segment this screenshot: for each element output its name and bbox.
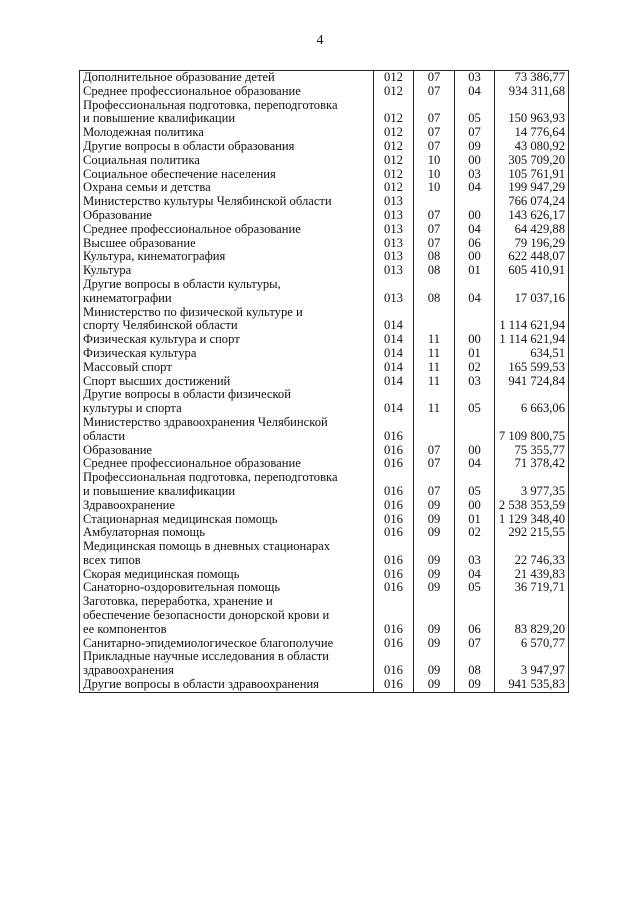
table-row xyxy=(80,168,569,182)
amount-cell: 71 378,42 xyxy=(495,457,569,471)
table-row xyxy=(80,678,569,692)
row-name-cell xyxy=(80,526,374,540)
ministry-code-cell: 016 xyxy=(374,650,414,678)
row-name-cell xyxy=(80,278,374,306)
row-name-cell xyxy=(80,637,374,651)
row-name-cell xyxy=(80,306,374,334)
section-code-cell: 09 xyxy=(414,540,455,568)
ministry-code-cell: 016 xyxy=(374,444,414,458)
row-name-line: Молодежная политика xyxy=(83,126,204,140)
row-name-cell xyxy=(80,168,374,182)
amount-cell: 105 761,91 xyxy=(495,168,569,182)
row-name-cell xyxy=(80,388,374,416)
table-row xyxy=(80,209,569,223)
row-name-line: Массовый спорт xyxy=(83,360,172,374)
ministry-code-cell: 016 xyxy=(374,526,414,540)
table-row xyxy=(80,140,569,154)
amount-cell: 3 947,97 xyxy=(495,650,569,678)
ministry-code-cell: 013 xyxy=(374,264,414,278)
row-name-line: Профессиональная подготовка, переподготовка xyxy=(83,471,338,485)
amount-cell: 305 709,20 xyxy=(495,154,569,168)
table-row xyxy=(80,223,569,237)
subsection-code-cell: 04 xyxy=(455,223,495,237)
section-code-cell: 07 xyxy=(414,457,455,471)
section-code-cell: 08 xyxy=(414,250,455,264)
amount-cell: 22 746,33 xyxy=(495,540,569,568)
subsection-code-cell: 05 xyxy=(455,99,495,127)
subsection-code-cell: 03 xyxy=(455,168,495,182)
section-code-cell: 09 xyxy=(414,581,455,595)
subsection-code-cell xyxy=(455,416,495,444)
ministry-code-cell: 013 xyxy=(374,250,414,264)
row-name-cell xyxy=(80,140,374,154)
ministry-code-cell: 016 xyxy=(374,471,414,499)
subsection-code-cell: 00 xyxy=(455,154,495,168)
section-code-cell xyxy=(414,306,455,334)
table-row xyxy=(80,306,569,334)
subsection-code-cell: 06 xyxy=(455,595,495,636)
amount-cell: 2 538 353,59 xyxy=(495,499,569,513)
row-name-line: кинематографии xyxy=(83,290,172,305)
amount-cell: 21 439,83 xyxy=(495,568,569,582)
row-name-line: Санитарно-эпидемиологическое благополучие xyxy=(83,636,334,650)
table-row xyxy=(80,637,569,651)
row-name-line: Министерство культуры Челябинской области xyxy=(83,195,332,209)
row-name-cell xyxy=(80,568,374,582)
row-name-line: Санаторно-оздоровительная помощь xyxy=(83,581,281,595)
row-name-cell xyxy=(80,347,374,361)
row-name-cell xyxy=(80,361,374,375)
row-name-line: Другие вопросы в области физической xyxy=(83,388,291,402)
section-code-cell: 09 xyxy=(414,595,455,636)
table-row xyxy=(80,444,569,458)
section-code-cell xyxy=(414,195,455,209)
ministry-code-cell: 013 xyxy=(374,195,414,209)
row-name-line: обеспечение безопасности донорской крови и xyxy=(83,608,330,623)
section-code-cell: 07 xyxy=(414,85,455,99)
row-name-cell xyxy=(80,264,374,278)
subsection-code-cell: 04 xyxy=(455,85,495,99)
section-code-cell: 07 xyxy=(414,209,455,223)
page-number: 4 xyxy=(316,33,324,48)
subsection-code-cell: 05 xyxy=(455,581,495,595)
row-name-line: и повышение квалификации xyxy=(83,483,236,498)
table-row xyxy=(80,457,569,471)
subsection-code-cell: 00 xyxy=(455,444,495,458)
subsection-code-cell xyxy=(455,306,495,334)
row-name-line: Культура xyxy=(83,264,132,278)
section-code-cell: 08 xyxy=(414,264,455,278)
ministry-code-cell: 012 xyxy=(374,181,414,195)
subsection-code-cell: 04 xyxy=(455,181,495,195)
row-name-cell xyxy=(80,85,374,99)
row-name-line: культуры и спорта xyxy=(83,401,182,416)
amount-cell: 14 776,64 xyxy=(495,126,569,140)
ministry-code-cell: 012 xyxy=(374,126,414,140)
row-name-line: Здравоохранение xyxy=(83,498,176,512)
row-name-line: Культура, кинематография xyxy=(83,250,226,264)
subsection-code-cell: 00 xyxy=(455,209,495,223)
table-row xyxy=(80,581,569,595)
row-name-line: Охрана семьи и детства xyxy=(83,181,211,195)
subsection-code-cell: 01 xyxy=(455,513,495,527)
row-name-line: Социальная политика xyxy=(83,153,200,167)
subsection-code-cell: 04 xyxy=(455,278,495,306)
section-code-cell: 11 xyxy=(414,375,455,389)
amount-cell: 165 599,53 xyxy=(495,361,569,375)
ministry-code-cell: 013 xyxy=(374,223,414,237)
section-code-cell: 07 xyxy=(414,99,455,127)
table-row xyxy=(80,264,569,278)
amount-cell: 934 311,68 xyxy=(495,85,569,99)
subsection-code-cell xyxy=(455,195,495,209)
subsection-code-cell: 07 xyxy=(455,126,495,140)
row-name-line: здравоохранения xyxy=(83,663,174,678)
subsection-code-cell: 03 xyxy=(455,71,495,85)
section-code-cell xyxy=(414,416,455,444)
subsection-code-cell: 00 xyxy=(455,499,495,513)
row-name-cell xyxy=(80,209,374,223)
row-name-line: и повышение квалификации xyxy=(83,111,236,126)
row-name-cell xyxy=(80,375,374,389)
row-name-line: всех типов xyxy=(83,552,141,567)
amount-cell: 3 977,35 xyxy=(495,471,569,499)
table-row xyxy=(80,181,569,195)
table-row xyxy=(80,568,569,582)
ministry-code-cell: 014 xyxy=(374,388,414,416)
ministry-code-cell: 012 xyxy=(374,99,414,127)
row-name-line: Среднее профессиональное образование xyxy=(83,222,301,236)
amount-cell: 766 074,24 xyxy=(495,195,569,209)
table-row xyxy=(80,471,569,499)
section-code-cell: 10 xyxy=(414,154,455,168)
section-code-cell: 07 xyxy=(414,223,455,237)
ministry-code-cell: 016 xyxy=(374,678,414,692)
subsection-code-cell: 02 xyxy=(455,361,495,375)
subsection-code-cell: 09 xyxy=(455,678,495,692)
amount-cell: 1 114 621,94 xyxy=(495,333,569,347)
row-name-line: Заготовка, переработка, хранение и xyxy=(83,595,273,609)
ministry-code-cell: 014 xyxy=(374,306,414,334)
subsection-code-cell: 00 xyxy=(455,333,495,347)
section-code-cell: 09 xyxy=(414,650,455,678)
amount-cell: 43 080,92 xyxy=(495,140,569,154)
row-name-cell xyxy=(80,595,374,636)
amount-cell: 17 037,16 xyxy=(495,278,569,306)
amount-cell: 7 109 800,75 xyxy=(495,416,569,444)
ministry-code-cell: 016 xyxy=(374,416,414,444)
table-row xyxy=(80,540,569,568)
ministry-code-cell: 012 xyxy=(374,140,414,154)
section-code-cell: 07 xyxy=(414,140,455,154)
subsection-code-cell: 03 xyxy=(455,375,495,389)
row-name-cell xyxy=(80,250,374,264)
amount-cell: 83 829,20 xyxy=(495,595,569,636)
row-name-line: Образование xyxy=(83,443,153,457)
amount-cell: 199 947,29 xyxy=(495,181,569,195)
ministry-code-cell: 016 xyxy=(374,499,414,513)
section-code-cell: 09 xyxy=(414,499,455,513)
row-name-cell xyxy=(80,499,374,513)
ministry-code-cell: 016 xyxy=(374,568,414,582)
row-name-line: Дополнительное образование детей xyxy=(83,70,275,84)
row-name-line: Скорая медицинская помощь xyxy=(83,567,240,581)
row-name-cell xyxy=(80,678,374,692)
budget-table xyxy=(79,70,569,693)
table-row xyxy=(80,154,569,168)
amount-cell: 73 386,77 xyxy=(495,71,569,85)
ministry-code-cell: 012 xyxy=(374,85,414,99)
table-row xyxy=(80,513,569,527)
section-code-cell: 11 xyxy=(414,388,455,416)
table-row xyxy=(80,237,569,251)
section-code-cell: 09 xyxy=(414,513,455,527)
ministry-code-cell: 014 xyxy=(374,375,414,389)
section-code-cell: 07 xyxy=(414,126,455,140)
section-code-cell: 10 xyxy=(414,181,455,195)
row-name-line: Физическая культура xyxy=(83,346,197,360)
ministry-code-cell: 013 xyxy=(374,237,414,251)
ministry-code-cell: 016 xyxy=(374,513,414,527)
row-name-cell xyxy=(80,457,374,471)
amount-cell: 36 719,71 xyxy=(495,581,569,595)
section-code-cell: 07 xyxy=(414,71,455,85)
amount-cell: 64 429,88 xyxy=(495,223,569,237)
row-name-line: области xyxy=(83,428,126,443)
subsection-code-cell: 01 xyxy=(455,264,495,278)
row-name-cell xyxy=(80,444,374,458)
row-name-line: Спорт высших достижений xyxy=(83,374,231,388)
row-name-cell xyxy=(80,650,374,678)
row-name-cell xyxy=(80,181,374,195)
row-name-line: Другие вопросы в области образования xyxy=(83,139,295,153)
amount-cell: 75 355,77 xyxy=(495,444,569,458)
section-code-cell: 11 xyxy=(414,333,455,347)
amount-cell: 605 410,91 xyxy=(495,264,569,278)
subsection-code-cell: 09 xyxy=(455,140,495,154)
table-row xyxy=(80,526,569,540)
row-name-line: Другие вопросы в области культуры, xyxy=(83,277,281,291)
table-row xyxy=(80,195,569,209)
row-name-line: Медицинская помощь в дневных стационарах xyxy=(83,540,331,554)
amount-cell: 292 215,55 xyxy=(495,526,569,540)
section-code-cell: 11 xyxy=(414,347,455,361)
ministry-code-cell: 016 xyxy=(374,595,414,636)
table-row xyxy=(80,595,569,636)
table-row xyxy=(80,388,569,416)
table-row xyxy=(80,71,569,85)
table-row xyxy=(80,499,569,513)
section-code-cell: 09 xyxy=(414,526,455,540)
row-name-cell xyxy=(80,99,374,127)
row-name-cell xyxy=(80,237,374,251)
table-row xyxy=(80,416,569,444)
ministry-code-cell: 014 xyxy=(374,333,414,347)
ministry-code-cell: 016 xyxy=(374,637,414,651)
subsection-code-cell: 03 xyxy=(455,540,495,568)
amount-cell: 622 448,07 xyxy=(495,250,569,264)
section-code-cell: 07 xyxy=(414,444,455,458)
section-code-cell: 11 xyxy=(414,361,455,375)
table-row xyxy=(80,375,569,389)
section-code-cell: 07 xyxy=(414,237,455,251)
row-name-line: Высшее образование xyxy=(83,236,196,250)
section-code-cell: 08 xyxy=(414,278,455,306)
amount-cell: 79 196,29 xyxy=(495,237,569,251)
row-name-line: Другие вопросы в области здравоохранения xyxy=(83,678,319,692)
ministry-code-cell: 013 xyxy=(374,278,414,306)
subsection-code-cell: 02 xyxy=(455,526,495,540)
row-name-line: Образование xyxy=(83,208,153,222)
amount-cell: 941 535,83 xyxy=(495,678,569,692)
row-name-cell xyxy=(80,416,374,444)
table-row xyxy=(80,85,569,99)
row-name-cell xyxy=(80,223,374,237)
row-name-line: Среднее профессиональное образование xyxy=(83,457,301,471)
row-name-cell xyxy=(80,513,374,527)
amount-cell: 6 663,06 xyxy=(495,388,569,416)
ministry-code-cell: 016 xyxy=(374,540,414,568)
subsection-code-cell: 07 xyxy=(455,637,495,651)
subsection-code-cell: 04 xyxy=(455,568,495,582)
amount-cell: 634,51 xyxy=(495,347,569,361)
amount-cell: 150 963,93 xyxy=(495,99,569,127)
section-code-cell: 09 xyxy=(414,568,455,582)
row-name-line: Физическая культура и спорт xyxy=(83,333,240,347)
table-row xyxy=(80,99,569,127)
row-name-line: Прикладные научные исследования в области xyxy=(83,650,330,664)
row-name-line: Министерство по физической культуре и xyxy=(83,305,303,319)
table-row xyxy=(80,126,569,140)
section-code-cell: 10 xyxy=(414,168,455,182)
row-name-line: Амбулаторная помощь xyxy=(83,526,205,540)
subsection-code-cell: 01 xyxy=(455,347,495,361)
row-name-line: Социальное обеспечение населения xyxy=(83,167,276,181)
row-name-cell xyxy=(80,71,374,85)
row-name-cell xyxy=(80,540,374,568)
row-name-line: ее компонентов xyxy=(83,621,167,636)
amount-cell: 143 626,17 xyxy=(495,209,569,223)
table-row xyxy=(80,250,569,264)
row-name-line: Среднее профессиональное образование xyxy=(83,84,301,98)
table-row xyxy=(80,333,569,347)
amount-cell: 1 129 348,40 xyxy=(495,513,569,527)
row-name-cell xyxy=(80,195,374,209)
budget-table-body xyxy=(80,71,569,693)
row-name-cell xyxy=(80,154,374,168)
subsection-code-cell: 00 xyxy=(455,250,495,264)
ministry-code-cell: 016 xyxy=(374,581,414,595)
ministry-code-cell: 014 xyxy=(374,361,414,375)
row-name-line: Профессиональная подготовка, переподготовка xyxy=(83,98,338,112)
ministry-code-cell: 016 xyxy=(374,457,414,471)
row-name-line: Стационарная медицинская помощь xyxy=(83,512,278,526)
subsection-code-cell: 05 xyxy=(455,388,495,416)
ministry-code-cell: 014 xyxy=(374,347,414,361)
ministry-code-cell: 012 xyxy=(374,71,414,85)
section-code-cell: 07 xyxy=(414,471,455,499)
table-row xyxy=(80,278,569,306)
row-name-line: Министерство здравоохранения Челябинской xyxy=(83,415,328,429)
subsection-code-cell: 05 xyxy=(455,471,495,499)
ministry-code-cell: 012 xyxy=(374,154,414,168)
row-name-cell xyxy=(80,333,374,347)
amount-cell: 941 724,84 xyxy=(495,375,569,389)
ministry-code-cell: 013 xyxy=(374,209,414,223)
section-code-cell: 09 xyxy=(414,637,455,651)
ministry-code-cell: 012 xyxy=(374,168,414,182)
subsection-code-cell: 06 xyxy=(455,237,495,251)
table-row xyxy=(80,347,569,361)
row-name-cell xyxy=(80,581,374,595)
amount-cell: 6 570,77 xyxy=(495,637,569,651)
table-row xyxy=(80,650,569,678)
section-code-cell: 09 xyxy=(414,678,455,692)
subsection-code-cell: 04 xyxy=(455,457,495,471)
row-name-line: спорту Челябинской области xyxy=(83,318,238,333)
subsection-code-cell: 08 xyxy=(455,650,495,678)
row-name-cell xyxy=(80,471,374,499)
row-name-cell xyxy=(80,126,374,140)
table-row xyxy=(80,361,569,375)
amount-cell: 1 114 621,94 xyxy=(495,306,569,334)
